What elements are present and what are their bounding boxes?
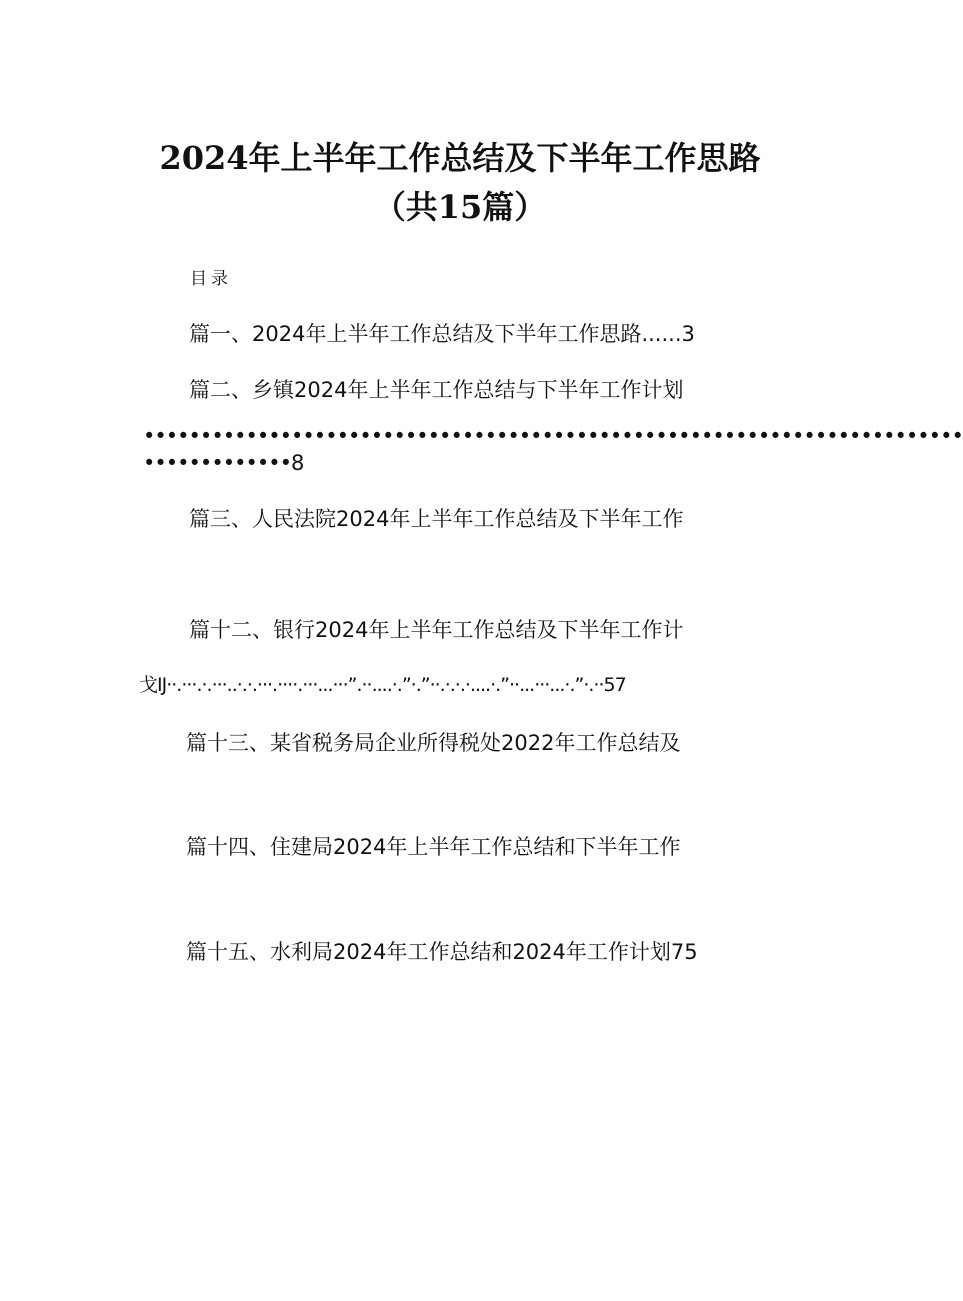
- toc-entry-14[interactable]: 篇十四、住建局2024年上半年工作总结和下半年工作: [186, 835, 681, 859]
- toc-entry-2-page: •••••••••••••8: [143, 451, 304, 475]
- toc-entry-12[interactable]: 篇十二、银行2024年上半年工作总结及下半年工作计: [189, 618, 684, 642]
- toc-heading: 目录: [190, 269, 232, 289]
- toc-entry-15[interactable]: 篇十五、水利局2024年工作总结和2024年工作计划75: [186, 940, 698, 964]
- toc-entry-2[interactable]: 篇二、乡镇2024年上半年工作总结与下半年工作计划: [189, 378, 684, 402]
- document-title: 2024年上半年工作总结及下半年工作思路: [159, 139, 761, 177]
- toc-entry-1[interactable]: 篇一、2024年上半年工作总结及下半年工作思路......3: [189, 322, 695, 346]
- toc-entry-2-leader: ••••••••••••••••••••••••••••••••••••••••••••••••••••••••••••••••••••••••: [143, 424, 963, 448]
- document-subtitle: （共15篇）: [373, 188, 547, 226]
- toc-entry-3[interactable]: 篇三、人民法院2024年上半年工作总结及下半年工作: [189, 507, 684, 531]
- toc-entry-12-leader: 戈IJ··.···.·.···..·.·.···.····.···...···”.··....·.”·.”··.·.·.·....·.”··...···...·.”·.··57: [139, 674, 626, 696]
- toc-entry-13[interactable]: 篇十三、某省税务局企业所得税处2022年工作总结及: [186, 731, 681, 755]
